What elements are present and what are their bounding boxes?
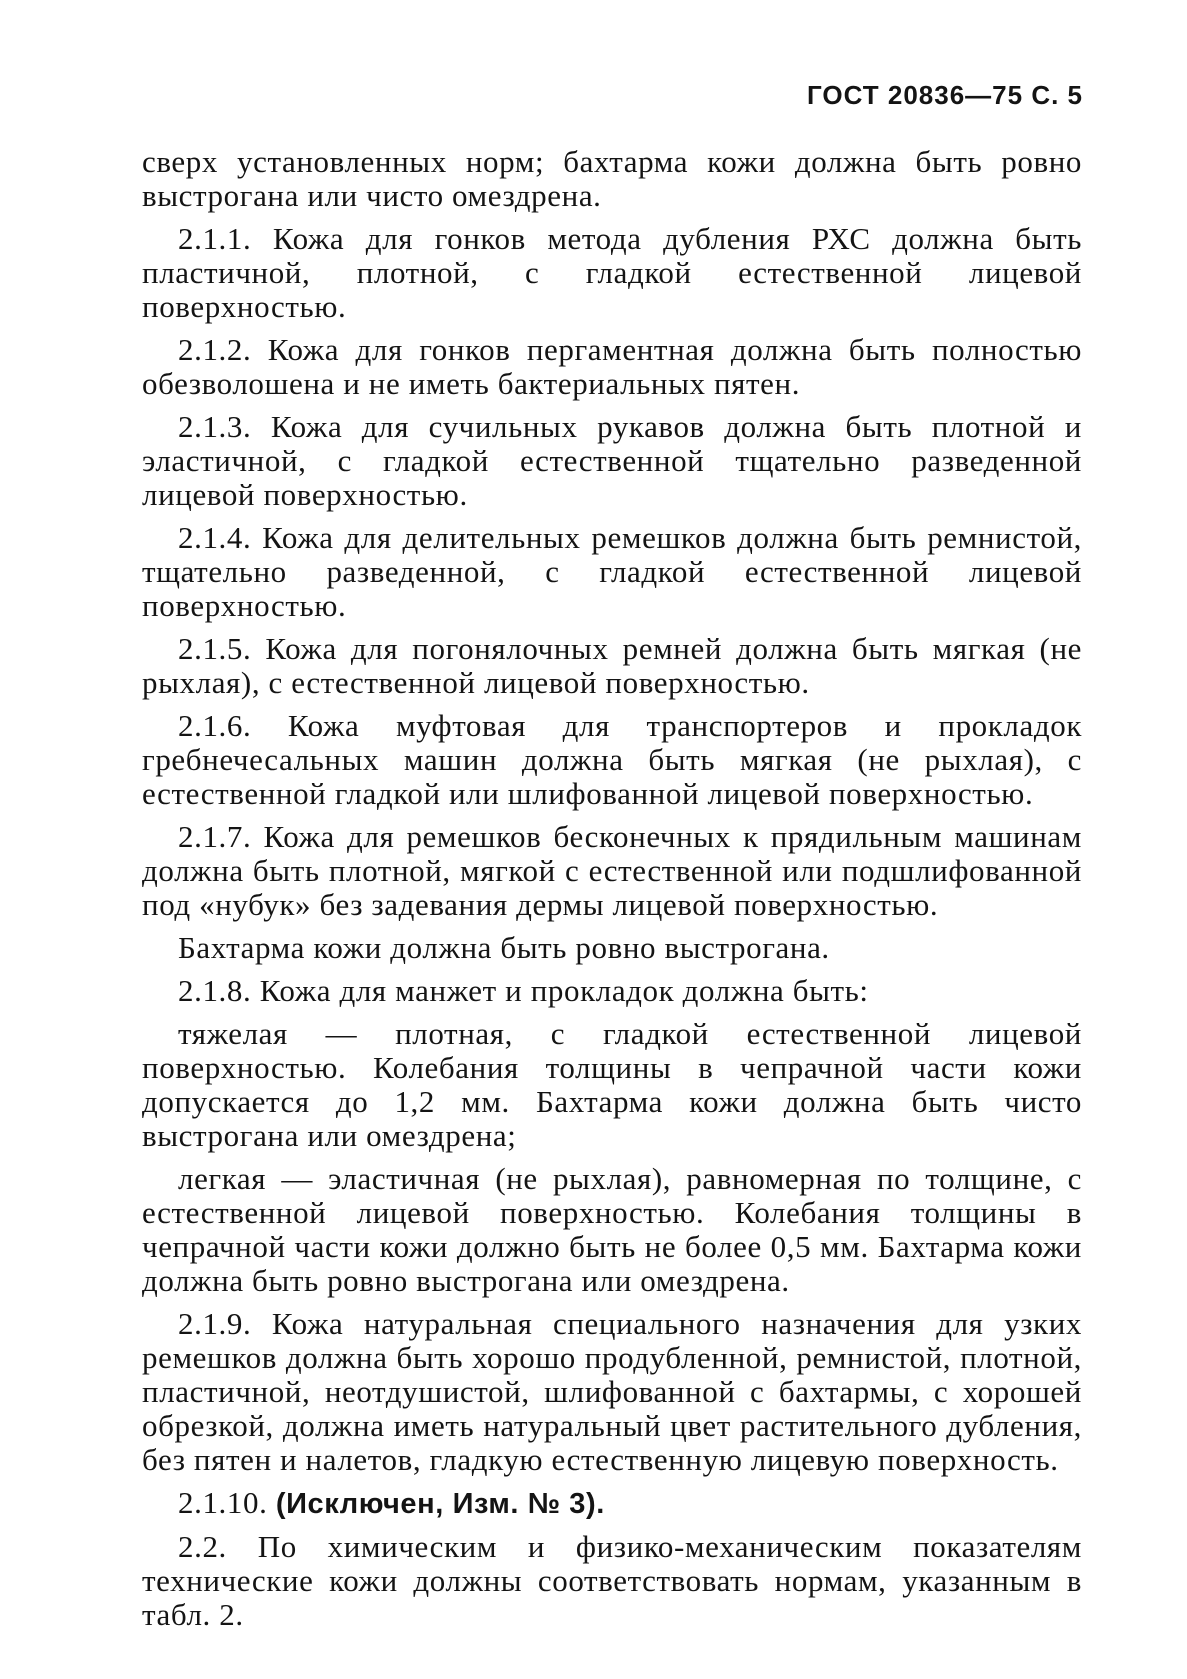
clause-2-1-4: 2.1.4. Кожа для делительных ремешков должна быть ремнистой, тщательно разведенной, с гладкой естественной лицевой поверхностью. <box>142 520 1082 623</box>
clause-2-1-3: 2.1.3. Кожа для сучильных рукавов должна быть плотной и эластичной, с гладкой естественной тщательно разведенной лицевой поверхностью. <box>142 409 1082 512</box>
clause-2-1-6: 2.1.6. Кожа муфтовая для транспортеров и прокладок гребнечесальных машин должна быть мягкая (не рыхлая), с естественной гладкой или шлифованной лицевой поверхностью. <box>142 708 1082 811</box>
clause-2-1-5: 2.1.5. Кожа для погонялочных ремней должна быть мягкая (не рыхлая), с естественной лицевой поверхностью. <box>142 631 1082 700</box>
paragraph-light: легкая — эластичная (не рыхлая), равномерная по толщине, с естественной лицевой поверхностью. Колебания толщины в чепрачной части кожи должно быть не более 0,5 мм. Бахтарма кожи должна быть ровно выстрогана или омездрена. <box>142 1161 1082 1298</box>
clause-2-1-2: 2.1.2. Кожа для гонков пергаментная должна быть полностью обезволошена и не иметь бактериальных пятен. <box>142 332 1082 401</box>
excluded-note: (Исключен, Изм. № 3). <box>275 1488 605 1520</box>
clause-2-1-10 <box>142 1486 1082 1521</box>
clause-2-2: 2.2. По химическим и физико-механическим показателям технические кожи должны соответствовать нормам, указанным в табл. 2. <box>142 1529 1082 1632</box>
paragraph-heavy: тяжелая — плотная, с гладкой естественной лицевой поверхностью. Колебания толщины в чепрачной части кожи допускается до 1,2 мм. Бахтарма кожи должна быть чисто выстрогана или омездрена; <box>142 1016 1082 1153</box>
clause-number: 2.1.10. <box>178 1485 268 1520</box>
clause-2-1-7: 2.1.7. Кожа для ремешков бесконечных к прядильным машинам должна быть плотной, мягкой с естественной или подшлифованной под «нубук» без задевания дермы лицевой поверхностью. <box>142 819 1082 922</box>
paragraph: Бахтарма кожи должна быть ровно выстрогана. <box>178 930 830 965</box>
document-body <box>142 145 1082 1641</box>
page-header: ГОСТ 20836—75 С. 5 <box>807 80 1083 110</box>
clause-2-1-1: 2.1.1. Кожа для гонков метода дубления РХС должна быть пластичной, плотной, с гладкой естественной лицевой поверхностью. <box>142 221 1082 324</box>
paragraph: сверх установленных норм; бахтарма кожи должна быть ровно выстрогана или чисто омездрена. <box>142 144 1082 213</box>
clause-2-1-9: 2.1.9. Кожа натуральная специального назначения для узких ремешков должна быть хорошо продубленной, ремнистой, плотной, пластичной, неотдушистой, шлифованной с бахтармы, с хорошей обрезкой, должна иметь натуральный цвет растительного дубления, без пятен и налетов, гладкую естественную лицевую поверхность. <box>142 1306 1082 1477</box>
clause-2-1-8: 2.1.8. Кожа для манжет и прокладок должна быть: <box>178 973 869 1008</box>
